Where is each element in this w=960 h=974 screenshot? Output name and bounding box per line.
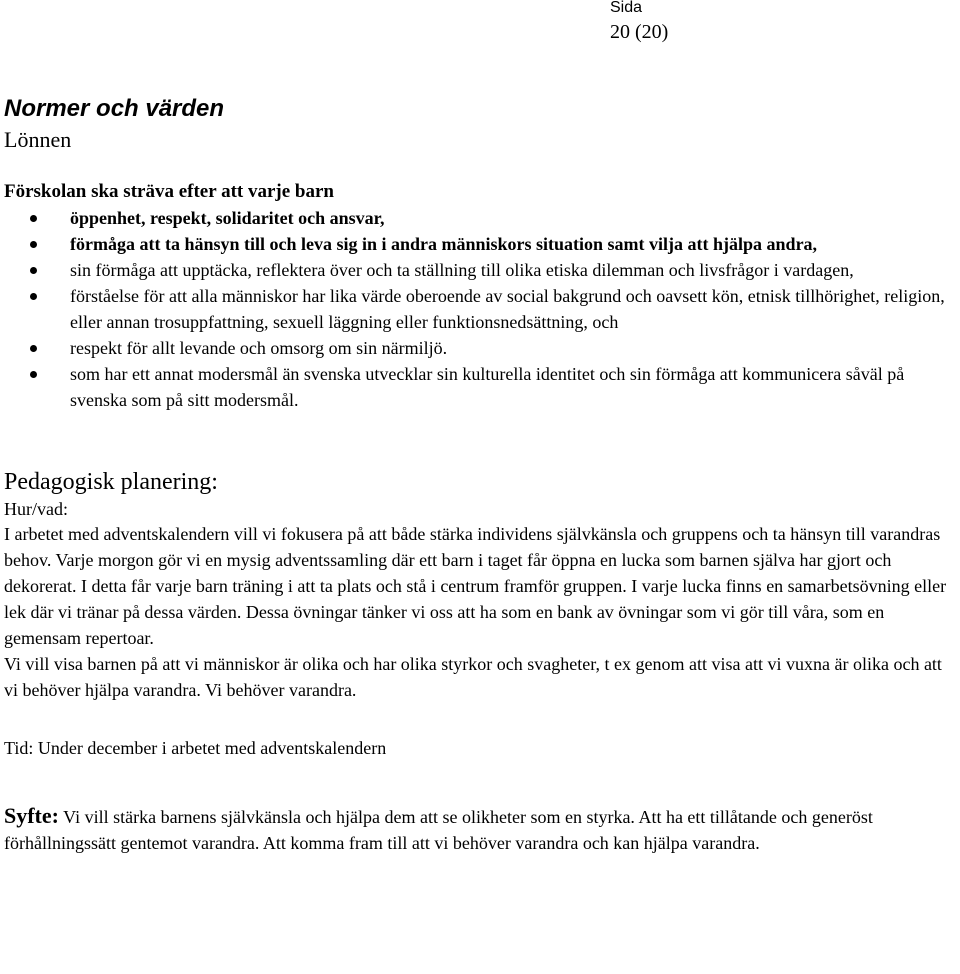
bullet-icon — [30, 267, 37, 274]
list-item — [4, 283, 956, 335]
list-item-text: förmåga att ta hänsyn till och leva sig in i andra människors situation samt vilja att hjälpa andra, — [70, 234, 818, 254]
purpose-paragraph — [4, 803, 956, 856]
document-subtitle: Lönnen — [4, 127, 72, 152]
list-item — [4, 231, 956, 257]
time-line: Tid: Under december i arbetet med adventskalendern — [4, 738, 387, 758]
bullet-icon — [30, 371, 37, 378]
list-item — [4, 361, 956, 413]
planning-heading: Pedagogisk planering: — [4, 469, 218, 495]
list-item — [4, 257, 956, 283]
list-item — [4, 335, 956, 361]
how-label: Hur/vad: — [4, 499, 68, 519]
planning-paragraph-1: I arbetet med adventskalendern vill vi fokusera på att både stärka individens självkänsla och gruppens och ta hänsyn till varandras behov. Varje morgon gör vi en mysig adventssamling där ett barn i taget får öppna en lucka som barnen själva har gjort och dekorerat. I detta får varje barn träning i att ta plats och stå i centrum framför gruppen. I varje lucka finns en samarbetsövning eller lek där vi tränar på dessa värden. Dessa övningar tänker vi oss att ha som en bank av övningar som vi gör till våra, som en gemensam repertoar. — [4, 524, 947, 648]
list-item-text: sin förmåga att upptäcka, reflektera över och ta ställning till olika etiska dilemman och livsfrågor i vardagen, — [70, 260, 854, 280]
goals-intro: Förskolan ska sträva efter att varje barn — [4, 181, 334, 202]
list-item-text: som har ett annat modersmål än svenska utvecklar sin kulturella identitet och sin förmåga att kommunicera såväl på svenska som på sitt modersmål. — [70, 364, 905, 410]
sida-label: Sida — [610, 0, 643, 16]
purpose-text: Vi vill stärka barnens självkänsla och hjälpa dem att se olikheter som en styrka. Att ha ett tillåtande och generöst förhållningssätt gentemot varandra. Att komma fram till att vi behöver varandra och kan hjälpa varandra. — [4, 807, 873, 853]
list-item-text: förståelse för att alla människor har lika värde oberoende av social bakgrund och oavsett kön, etnisk tillhörighet, religion, eller annan trosuppfattning, sexuell läggning eller funktionsnedsättning, och — [70, 286, 945, 332]
goals-list — [4, 205, 956, 413]
list-item — [4, 205, 956, 231]
list-item-text: respekt för allt levande och omsorg om sin närmiljö. — [70, 338, 448, 358]
purpose-label: Syfte: — [4, 803, 59, 828]
bullet-icon — [30, 345, 37, 352]
document-title: Normer och värden — [4, 95, 225, 122]
bullet-icon — [30, 293, 37, 300]
page-header — [610, 0, 668, 44]
planning-paragraph-2: Vi vill visa barnen på att vi människor är olika och har olika styrkor och svagheter, t ex genom att visa att vi vuxna är olika och att vi behöver hjälpa varandra. Vi behöver varandra. — [4, 654, 942, 700]
bullet-icon — [30, 241, 37, 248]
list-item-text: öppenhet, respekt, solidaritet och ansvar, — [70, 208, 385, 228]
page-number: 20 (20) — [610, 21, 669, 43]
bullet-icon — [30, 215, 37, 222]
document-body — [4, 93, 956, 856]
